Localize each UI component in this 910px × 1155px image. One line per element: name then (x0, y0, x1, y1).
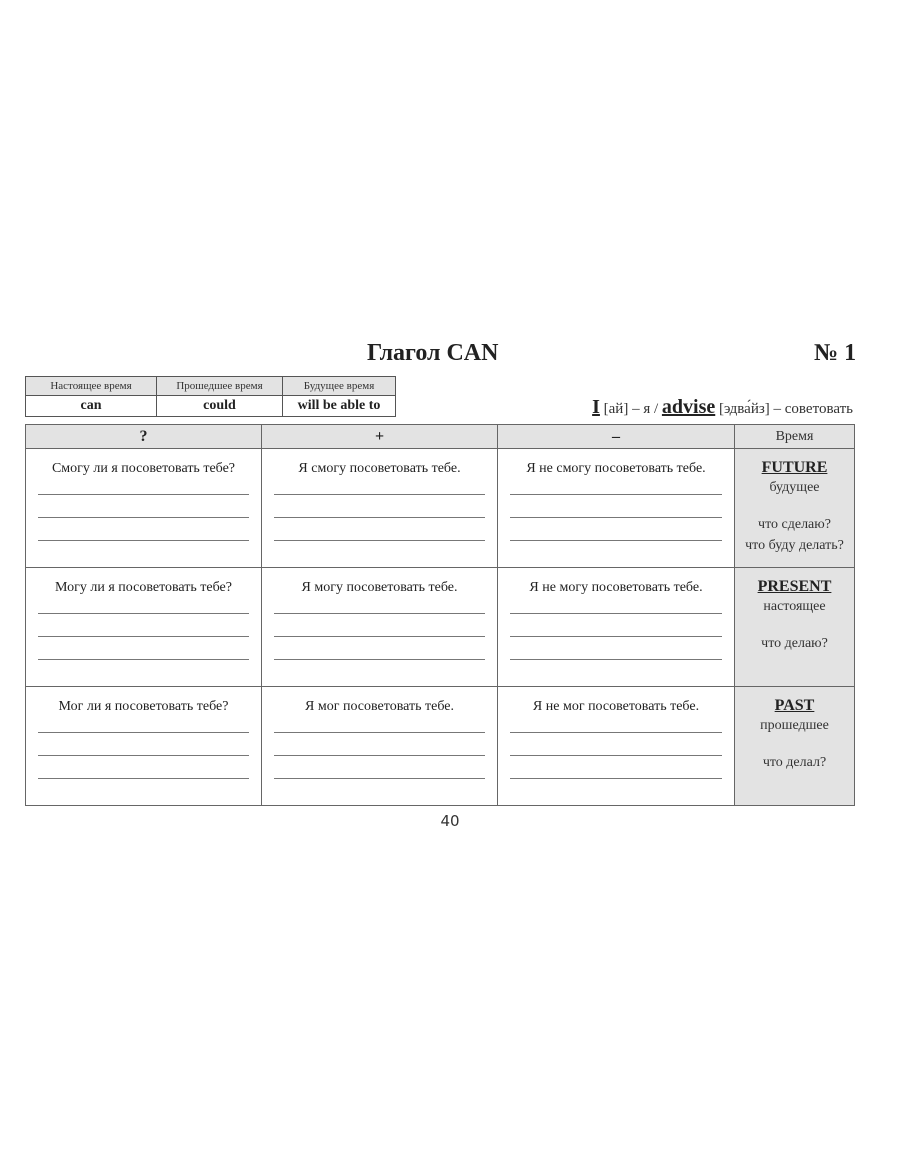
tense-name: FUTURE (761, 459, 828, 476)
column-header-negative: – (498, 425, 735, 449)
answer-line[interactable] (510, 614, 722, 637)
positive-cell (262, 449, 498, 568)
verb-translation: [эдва́йз] – советовать (715, 401, 853, 417)
exercise-number: № 1 (814, 340, 857, 366)
answer-line[interactable] (510, 495, 722, 518)
negative-cell (498, 568, 735, 687)
tense-hint: что делаю? (761, 636, 828, 651)
positive-sentence: Я могу посоветовать тебе. (301, 580, 458, 595)
question-sentence: Смогу ли я посоветовать тебе? (51, 461, 236, 476)
forms-header-future: Будущее время (283, 377, 396, 396)
answer-line[interactable] (510, 479, 722, 495)
pronoun-translation: [ай] – я / (599, 401, 662, 417)
answer-line[interactable] (38, 495, 249, 518)
tense-name-ru: будущее (769, 480, 820, 495)
negative-cell (498, 687, 735, 806)
column-header-tense: Время (735, 425, 855, 449)
answer-line[interactable] (274, 717, 485, 733)
answer-line[interactable] (510, 518, 722, 541)
answer-line[interactable] (274, 637, 485, 660)
page-number: 40 (440, 812, 460, 830)
tense-name-ru: настоящее (763, 599, 826, 614)
column-header-positive: + (262, 425, 498, 449)
negative-sentence: Я не мог посоветовать тебе. (532, 699, 700, 714)
answer-line[interactable] (38, 479, 249, 495)
answer-line[interactable] (274, 518, 485, 541)
negative-sentence: Я не могу посоветовать тебе. (529, 580, 703, 595)
verb-forms-table (25, 376, 396, 417)
tense-name: PRESENT (757, 578, 832, 595)
question-sentence: Могу ли я посоветовать тебе? (55, 580, 232, 595)
answer-line[interactable] (274, 614, 485, 637)
page-title: Глагол CAN (367, 340, 499, 366)
column-header-question: ? (26, 425, 262, 449)
table-row (26, 687, 855, 806)
table-row (26, 449, 855, 568)
pronoun: I (592, 396, 600, 418)
negative-cell (498, 449, 735, 568)
answer-line[interactable] (274, 479, 485, 495)
answer-line[interactable] (274, 756, 485, 779)
forms-value-future: will be able to (283, 396, 396, 417)
tense-cell (735, 449, 855, 568)
exercise-table (25, 424, 855, 806)
answer-line[interactable] (38, 518, 249, 541)
question-sentence: Мог ли я посоветовать тебе? (58, 699, 229, 714)
answer-line[interactable] (274, 495, 485, 518)
forms-value-present: can (26, 396, 157, 417)
tense-name-ru: прошедшее (760, 718, 829, 733)
positive-cell (262, 687, 498, 806)
question-cell (26, 449, 262, 568)
answer-line[interactable] (38, 733, 249, 756)
pronunciation-line (592, 396, 853, 419)
negative-sentence: Я не смогу посоветовать тебе. (526, 461, 706, 476)
positive-sentence: Я мог посоветовать тебе. (305, 699, 454, 714)
answer-line[interactable] (274, 598, 485, 614)
verb: advise (661, 396, 716, 418)
answer-line[interactable] (510, 717, 722, 733)
answer-line[interactable] (38, 637, 249, 660)
positive-sentence: Я смогу посоветовать тебе. (298, 461, 461, 476)
answer-line[interactable] (38, 598, 249, 614)
answer-line[interactable] (38, 717, 249, 733)
question-cell (26, 687, 262, 806)
table-row (26, 568, 855, 687)
answer-line[interactable] (510, 756, 722, 779)
answer-line[interactable] (38, 756, 249, 779)
answer-line[interactable] (274, 733, 485, 756)
answer-line[interactable] (510, 598, 722, 614)
tense-hint: что сделаю? (758, 517, 831, 532)
forms-header-past: Прошедшее время (157, 377, 283, 396)
positive-cell (262, 568, 498, 687)
question-cell (26, 568, 262, 687)
answer-line[interactable] (38, 614, 249, 637)
answer-line[interactable] (510, 637, 722, 660)
forms-header-present: Настоящее время (26, 377, 157, 396)
forms-value-past: could (157, 396, 283, 417)
tense-cell (735, 568, 855, 687)
tense-cell (735, 687, 855, 806)
answer-line[interactable] (510, 733, 722, 756)
tense-hint: что буду делать? (745, 538, 844, 553)
tense-hint: что делал? (762, 755, 827, 770)
tense-name: PAST (774, 697, 815, 714)
